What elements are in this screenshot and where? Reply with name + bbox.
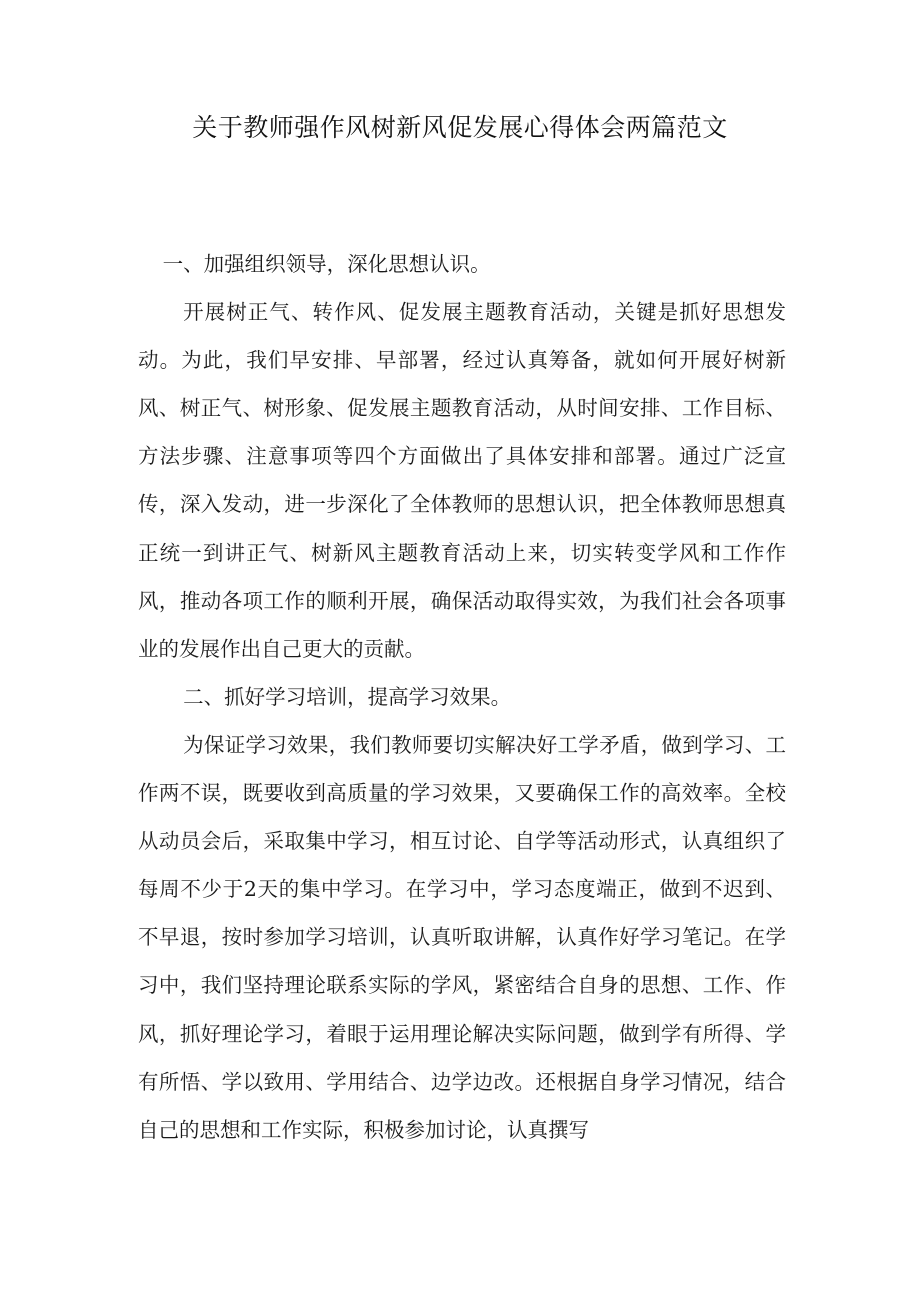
document-body	[138, 240, 786, 1154]
section-paragraph-2: 为保证学习效果，我们教师要切实解决好工学矛盾，做到学习、工作两不误，既要收到高质量的学习效果，又要确保工作的高效率。全校从动员会后，采取集中学习，相互讨论、自学等活动形式，认真组织了每周不少于2天的集中学习。在学习中，学习态度端正，做到不迟到、不早退，按时参加学习培训，认真听取讲解，认真作好学习笔记。在学习中，我们坚持理论联系实际的学风，紧密结合自身的思想、工作、作风，抓好理论学习，着眼于运用理论解决实际问题，做到学有所得、学有所悟、学以致用、学用结合、边学边改。还根据自身学习情况，结合自己的思想和工作实际，积极参加讨论，认真撰写	[138, 732, 786, 1142]
document-title: 关于教师强作风树新风促发展心得体会两篇范文	[192, 113, 728, 142]
section-heading-2: 二、抓好学习培训，提高学习效果。	[183, 684, 512, 709]
section-heading-1: 一、加强组织领导，深化思想认识。	[162, 252, 491, 276]
section-paragraph-1: 开展树正气、转作风、促发展主题教育活动，关键是抓好思想发动。为此，我们早安排、早部署，经过认真筹备，就如何开展好树新风、树正气、树形象、促发展主题教育活动，从时间安排、工作目标、方法步骤、注意事项等四个方面做出了具体安排和部署。通过广泛宣传，深入发动，进一步深化了全体教师的思想认识，把全体教师思想真正统一到讲正气、树新风主题教育活动上来，切实转变学风和工作作风，推动各项工作的顺利开展，确保活动取得实效，为我们社会各项事业的发展作出自己更大的贡献。	[138, 300, 786, 661]
